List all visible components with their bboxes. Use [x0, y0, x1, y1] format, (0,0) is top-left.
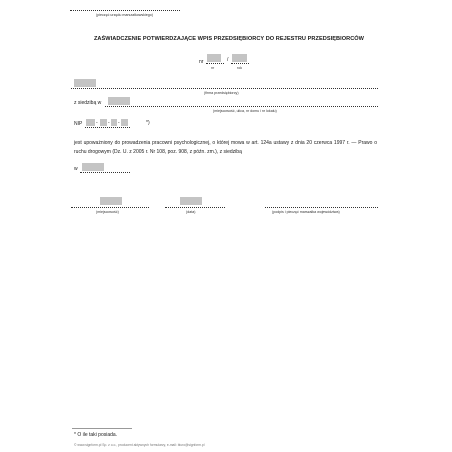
year-underline: [231, 63, 249, 64]
nip-footnote-mark: *): [146, 120, 150, 126]
paragraph-seat-prefix: w: [74, 166, 78, 172]
paragraph-text: jest upoważniony do prowadzenia pracowni psychologicznej, o której mowa w art. 124a ustawy z dnia 20 czerwca 1997 r. — Prawo o ruchu drogowym (Dz. U. z 2005 r. Nr 108, poz. 908, z późn. zm.), z siedzibą: [74, 140, 377, 155]
date-field[interactable]: [180, 197, 202, 205]
nip-field-4[interactable]: [121, 119, 128, 126]
number-caption: nr: [211, 66, 215, 70]
place-caption: (miejscowość): [96, 210, 119, 214]
date-caption: (data): [186, 210, 196, 214]
number-underline: [206, 63, 224, 64]
place-field[interactable]: [100, 197, 122, 205]
place-line: [71, 207, 149, 208]
company-caption: (firma przedsiębiorcy): [204, 91, 239, 95]
nip-field-3[interactable]: [111, 119, 117, 126]
year-caption: rok: [237, 66, 242, 70]
nip-separator-1: -: [96, 120, 98, 126]
date-line: [165, 207, 225, 208]
authorization-paragraph: [74, 139, 377, 157]
paragraph-seat-field[interactable]: [82, 163, 104, 171]
address-line: [105, 106, 378, 107]
nip-separator-3: -: [118, 120, 120, 126]
nip-field-1[interactable]: [86, 119, 95, 126]
seat-prefix: z siedzibą w: [74, 100, 102, 106]
signature-caption: (podpis i pieczęć marszałka województwa): [272, 210, 340, 214]
nip-separator-2: -: [108, 120, 110, 126]
company-field[interactable]: [74, 79, 96, 87]
company-line: [71, 88, 378, 89]
seal-caption: (pieczęć urzędu marszałkowskiego): [96, 13, 153, 17]
footnote-rule: [72, 428, 132, 429]
document-title: ZAŚWIADCZENIE POTWIERDZAJĄCE WPIS PRZEDSIĘBIORCY DO REJESTRU PRZEDSIĘBIORCÓW: [93, 36, 365, 42]
seal-line: [70, 10, 180, 11]
number-field[interactable]: [207, 54, 221, 62]
nip-field-2[interactable]: [100, 119, 107, 126]
year-field[interactable]: [232, 54, 247, 62]
footnote-text: * O ile taki posiada.: [74, 432, 118, 438]
address-field[interactable]: [108, 97, 130, 105]
footer-credit: © www.signform.pl Sp. z o.o., producent aktywnych formularzy, e-mail: biuro@signform.pl: [74, 443, 205, 447]
signature-line: [265, 207, 378, 208]
number-prefix: nr: [199, 59, 204, 65]
address-caption: (miejscowość, ulica, nr domu i nr lokalu): [213, 109, 277, 113]
nip-prefix: NIP: [74, 121, 83, 127]
nip-underline: [85, 127, 130, 128]
paragraph-seat-line: [80, 172, 130, 173]
number-separator: /: [227, 57, 229, 63]
